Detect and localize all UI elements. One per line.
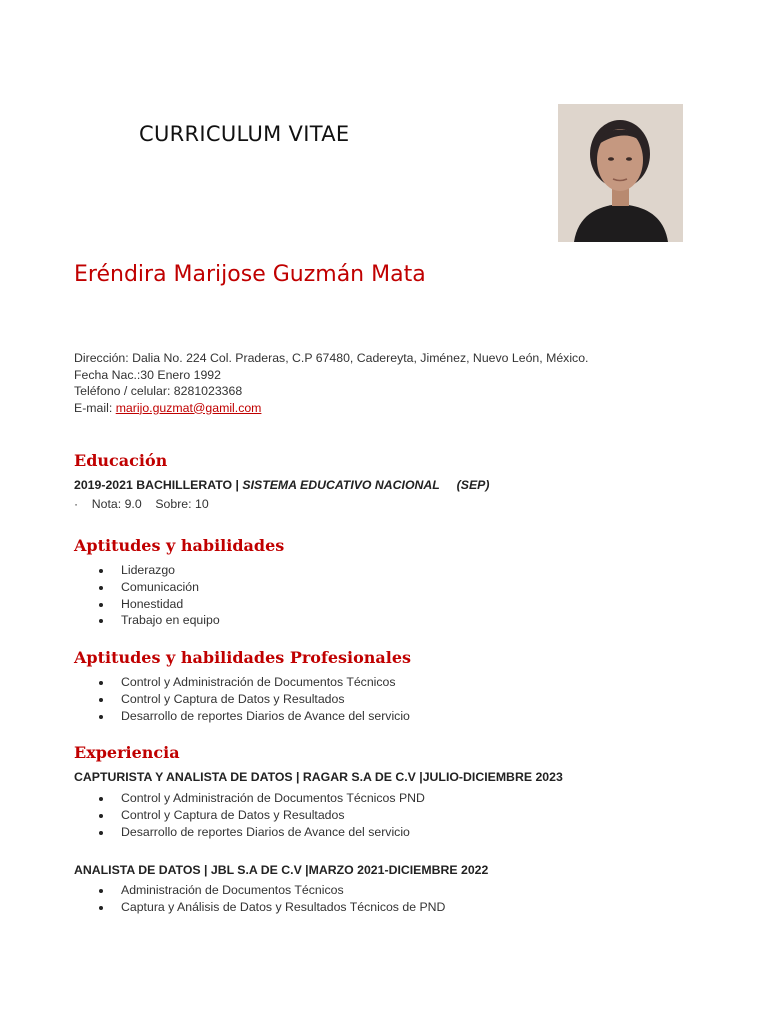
education-heading: Educación: [74, 451, 168, 470]
contact-info: [74, 350, 588, 416]
profile-photo: [558, 104, 683, 242]
education-entry: [74, 478, 489, 492]
email-label: E-mail:: [74, 400, 116, 415]
list-item: Liderazgo: [96, 562, 220, 579]
document-title: CURRICULUM VITAE: [139, 122, 350, 146]
list-item: Honestidad: [96, 596, 220, 613]
phone-line: Teléfono / celular: 8281023368: [74, 384, 243, 398]
email-link[interactable]: marijo.guzmat@gamil.com: [115, 400, 262, 415]
skills-list: [96, 562, 220, 629]
experience-heading: Experiencia: [74, 743, 180, 762]
job-2-duties: [96, 882, 445, 916]
list-item: Captura y Análisis de Datos y Resultados Técnicos de PND: [96, 899, 445, 916]
candidate-name: Eréndira Marijose Guzmán Mata: [74, 262, 426, 287]
email-line: [74, 400, 588, 417]
education-title: 2019-2021 BACHILLERATO |: [74, 478, 243, 492]
professional-skills-heading: Aptitudes y habilidades Profesionales: [74, 648, 412, 667]
list-item: Control y Captura de Datos y Resultados: [96, 807, 425, 824]
list-item: Trabajo en equipo: [96, 612, 220, 629]
list-item: Control y Administración de Documentos Técnicos: [96, 674, 410, 691]
job-title-2: ANALISTA DE DATOS | JBL S.A DE C.V |MARZO 2021-DICIEMBRE 2022: [74, 863, 489, 877]
portrait-image: [558, 104, 683, 242]
list-item: Control y Administración de Documentos Técnicos PND: [96, 790, 425, 807]
birth-date-line: Fecha Nac.:30 Enero 1992: [74, 367, 221, 382]
list-item: Administración de Documentos Técnicos: [96, 882, 445, 899]
job-title-1: CAPTURISTA Y ANALISTA DE DATOS | RAGAR S.A DE C.V |JULIO-DICIEMBRE 2023: [74, 770, 563, 784]
job-1-duties: [96, 790, 425, 840]
professional-skills-list: [96, 674, 410, 724]
skills-heading: Aptitudes y habilidades: [74, 536, 285, 555]
list-item: Desarrollo de reportes Diarios de Avance del servicio: [96, 824, 425, 841]
address-line: Dirección: Dalia No. 224 Col. Praderas, C.P 67480, Cadereyta, Jiménez, Nuevo León, México.: [74, 351, 589, 365]
list-item: Control y Captura de Datos y Resultados: [96, 691, 410, 708]
list-item: Desarrollo de reportes Diarios de Avance del servicio: [96, 708, 410, 725]
list-item: Comunicación: [96, 579, 220, 596]
education-grade: · Nota: 9.0 Sobre: 10: [74, 497, 209, 511]
education-institution: SISTEMA EDUCATIVO NACIONAL (SEP): [242, 478, 490, 492]
